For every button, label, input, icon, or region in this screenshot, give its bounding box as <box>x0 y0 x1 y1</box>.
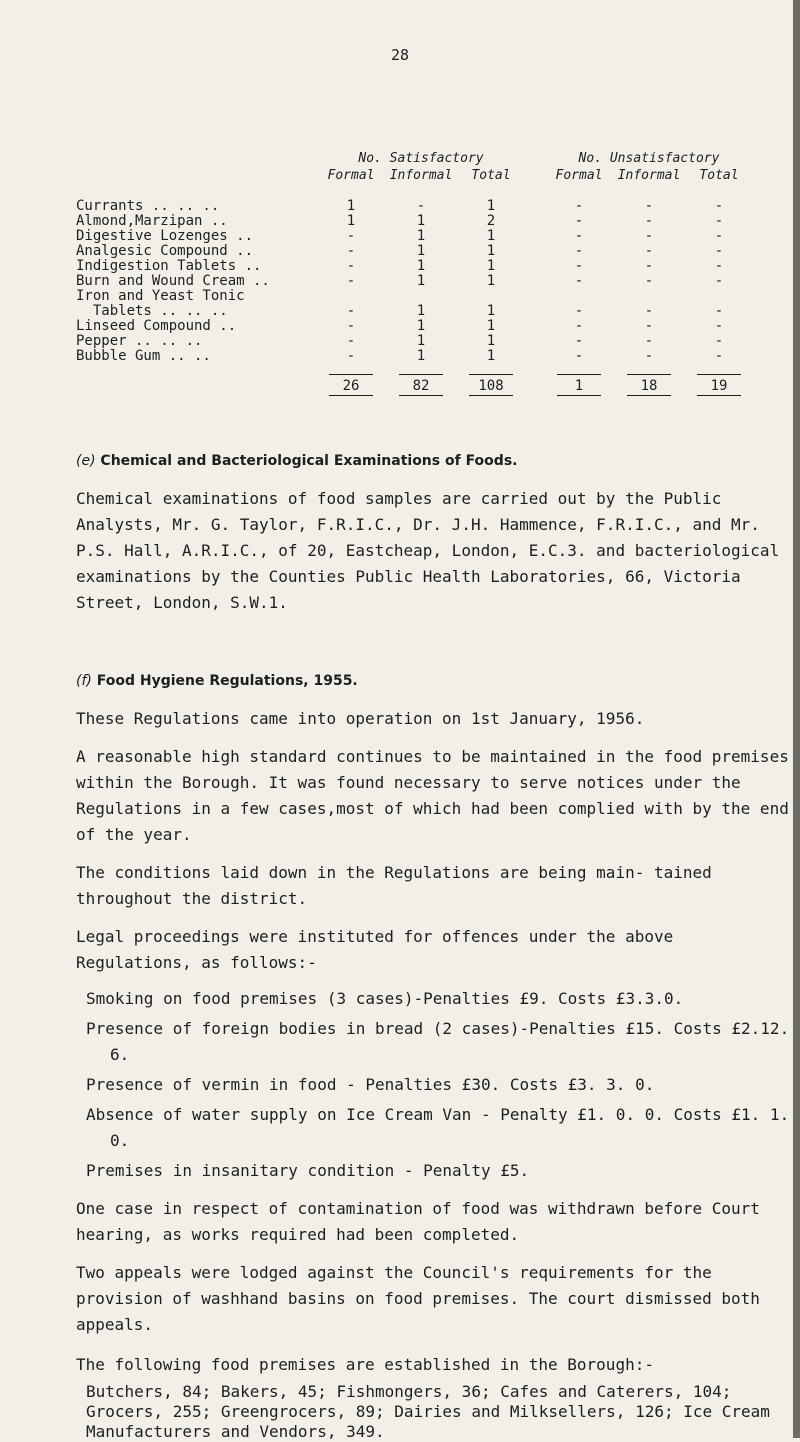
section-e-title: Chemical and Bacteriological Examinations of Foods. <box>100 453 518 469</box>
value-cell: - <box>574 213 584 229</box>
column-header: Total <box>699 168 739 183</box>
value-cell: - <box>644 228 654 244</box>
food-name: Pepper .. .. .. <box>76 333 203 349</box>
paragraph: These Regulations came into operation on 1st January, 1956. <box>76 709 645 728</box>
value-cell: - <box>714 243 724 259</box>
value-cell: - <box>346 228 356 244</box>
value-cell: 1 <box>486 228 496 244</box>
section-f-marker: (f) <box>76 673 92 689</box>
value-cell: - <box>714 303 724 319</box>
food-name: Tablets .. .. .. <box>76 303 228 319</box>
food-name: Bubble Gum .. .. <box>76 348 211 364</box>
page-edge <box>793 0 800 1438</box>
paragraph: One case in respect of contamination of food was withdrawn before Court hearing, as works required had been completed. <box>76 1199 760 1244</box>
value-cell: 1 <box>416 243 426 259</box>
value-cell: - <box>574 258 584 274</box>
value-cell: 1 <box>416 228 426 244</box>
table-rule-row <box>76 364 754 379</box>
unsatisfactory-header: No. Unsatisfactory <box>578 151 720 166</box>
value-cell: - <box>346 273 356 289</box>
value-cell: - <box>644 213 654 229</box>
paragraph: The conditions laid down in the Regulations are being main- tained throughout the district. <box>76 863 712 908</box>
value-cell: 1 <box>486 303 496 319</box>
value-cell: - <box>714 213 724 229</box>
value-cell: - <box>644 273 654 289</box>
value-cell: - <box>714 228 724 244</box>
value-cell: - <box>574 333 584 349</box>
table-group-header-row <box>76 150 754 167</box>
value-cell: 1 <box>486 258 496 274</box>
table-row <box>76 349 754 364</box>
food-name: Iron and Yeast Tonic <box>76 288 245 304</box>
food-samples-table <box>76 150 754 396</box>
value-cell: - <box>644 258 654 274</box>
table-sub-header-row <box>76 167 754 184</box>
value-cell: 1 <box>416 273 426 289</box>
section-e-body: Chemical examinations of food samples are carried out by the Public Analysts, Mr. G. Taylor, F.R.I.C., Dr. J.H. Hammence, F.R.I.C., and Mr. P.S. Hall, A.R.I.C., of 20, Eastcheap, London, E.C.3. and bacteriological examinations by the Counties Public Health Laboratories, 66, Victoria Street, London, S.W.1. <box>76 489 780 612</box>
value-cell: - <box>714 348 724 364</box>
value-cell: 1 <box>416 258 426 274</box>
value-cell: 1 <box>416 348 426 364</box>
section-f-heading <box>76 668 792 694</box>
table-row <box>76 199 754 214</box>
table-row <box>76 304 754 319</box>
table-row <box>76 274 754 289</box>
value-cell: - <box>644 318 654 334</box>
total-cell: 1 <box>557 379 601 396</box>
value-cell: - <box>574 273 584 289</box>
food-name: Burn and Wound Cream .. <box>76 273 270 289</box>
value-cell: - <box>644 348 654 364</box>
value-cell: - <box>714 333 724 349</box>
value-cell: - <box>346 258 356 274</box>
column-header: Informal <box>617 168 681 183</box>
value-cell: 1 <box>486 333 496 349</box>
value-cell <box>386 289 456 304</box>
column-header: Total <box>471 168 511 183</box>
value-cell: - <box>644 198 654 214</box>
total-cell: 19 <box>697 379 741 396</box>
table-row <box>76 259 754 274</box>
offence-item: Presence of vermin in food - Penalties £30. Costs £3. 3. 0. <box>86 1075 655 1094</box>
value-cell: - <box>644 303 654 319</box>
value-cell: 1 <box>486 348 496 364</box>
food-name: Linseed Compound .. <box>76 318 237 334</box>
table-row <box>76 214 754 229</box>
value-cell: - <box>574 318 584 334</box>
offence-item: Smoking on food premises (3 cases)-Penalties £9. Costs £3.3.0. <box>86 989 684 1008</box>
value-cell: - <box>574 303 584 319</box>
food-name: Indigestion Tablets .. <box>76 258 262 274</box>
value-cell <box>684 289 754 304</box>
value-cell: - <box>574 348 584 364</box>
value-cell: 1 <box>346 198 356 214</box>
food-name: Currants .. .. .. <box>76 198 220 214</box>
total-cell: 18 <box>627 379 671 396</box>
column-header: Formal <box>327 168 375 183</box>
section-f <box>76 668 792 1442</box>
value-cell: - <box>714 318 724 334</box>
table-totals-row <box>76 379 754 396</box>
value-cell <box>614 289 684 304</box>
paragraph: Legal proceedings were instituted for offences under the above Regulations, as follows:- <box>76 927 674 972</box>
value-cell: 1 <box>486 318 496 334</box>
value-cell: 1 <box>416 318 426 334</box>
value-cell: 1 <box>486 273 496 289</box>
column-header: Informal <box>389 168 453 183</box>
column-header: Formal <box>555 168 603 183</box>
total-cell: 26 <box>329 379 373 396</box>
total-cell: 108 <box>469 379 513 396</box>
value-cell: - <box>714 258 724 274</box>
table-body <box>76 199 754 364</box>
table-row <box>76 289 754 304</box>
food-name: Almond,Marzipan .. <box>76 213 228 229</box>
satisfactory-header: No. Satisfactory <box>358 151 484 166</box>
value-cell: 1 <box>486 198 496 214</box>
paragraph: A reasonable high standard continues to be maintained in the food premises within the Borough. It was found necessary to serve notices under the Regulations in a few cases,most of which had been complied with by the end of the year. <box>76 747 789 844</box>
value-cell <box>544 289 614 304</box>
value-cell: - <box>346 243 356 259</box>
paragraph: Two appeals were lodged against the Council's requirements for the provision of washhand basins on food premises. The court dismissed both appeals. <box>76 1263 760 1334</box>
value-cell: - <box>346 348 356 364</box>
table-row <box>76 229 754 244</box>
value-cell: - <box>574 228 584 244</box>
section-e-heading <box>76 448 792 474</box>
value-cell: 1 <box>486 243 496 259</box>
premises-list: Butchers, 84; Bakers, 45; Fishmongers, 36; Cafes and Caterers, 104; Grocers, 255; Greengrocers, 89; Dairies and Milksellers, 126; Ice Cream Manufacturers and Vendors, 349. <box>86 1382 770 1441</box>
food-name: Digestive Lozenges .. <box>76 228 254 244</box>
value-cell: - <box>416 198 426 214</box>
value-cell: - <box>714 198 724 214</box>
value-cell: 1 <box>346 213 356 229</box>
section-e-marker: (e) <box>76 453 96 469</box>
section-e <box>76 448 792 616</box>
table-row <box>76 244 754 259</box>
paragraph: The following food premises are established in the Borough:- <box>76 1355 654 1374</box>
food-name: Analgesic Compound .. <box>76 243 254 259</box>
value-cell <box>316 289 386 304</box>
value-cell: - <box>644 333 654 349</box>
value-cell: - <box>346 333 356 349</box>
value-cell: 1 <box>416 333 426 349</box>
value-cell: - <box>346 303 356 319</box>
offences-list <box>76 986 792 1184</box>
offence-item: Absence of water supply on Ice Cream Van - Penalty £1. 0. 0. Costs £1. 1. 0. <box>86 1105 790 1150</box>
page-number: 28 <box>390 46 410 64</box>
table-row <box>76 334 754 349</box>
value-cell: - <box>346 318 356 334</box>
value-cell: 2 <box>486 213 496 229</box>
value-cell: 1 <box>416 303 426 319</box>
offence-item: Presence of foreign bodies in bread (2 cases)-Penalties £15. Costs £2.12. 6. <box>86 1019 790 1064</box>
value-cell: - <box>714 273 724 289</box>
section-f-title: Food Hygiene Regulations, 1955. <box>96 673 358 689</box>
value-cell <box>456 289 526 304</box>
value-cell: - <box>644 243 654 259</box>
value-cell: 1 <box>416 213 426 229</box>
value-cell: - <box>574 243 584 259</box>
value-cell: - <box>574 198 584 214</box>
table-row <box>76 319 754 334</box>
total-cell: 82 <box>399 379 443 396</box>
offence-item: Premises in insanitary condition - Penalty £5. <box>86 1161 530 1180</box>
